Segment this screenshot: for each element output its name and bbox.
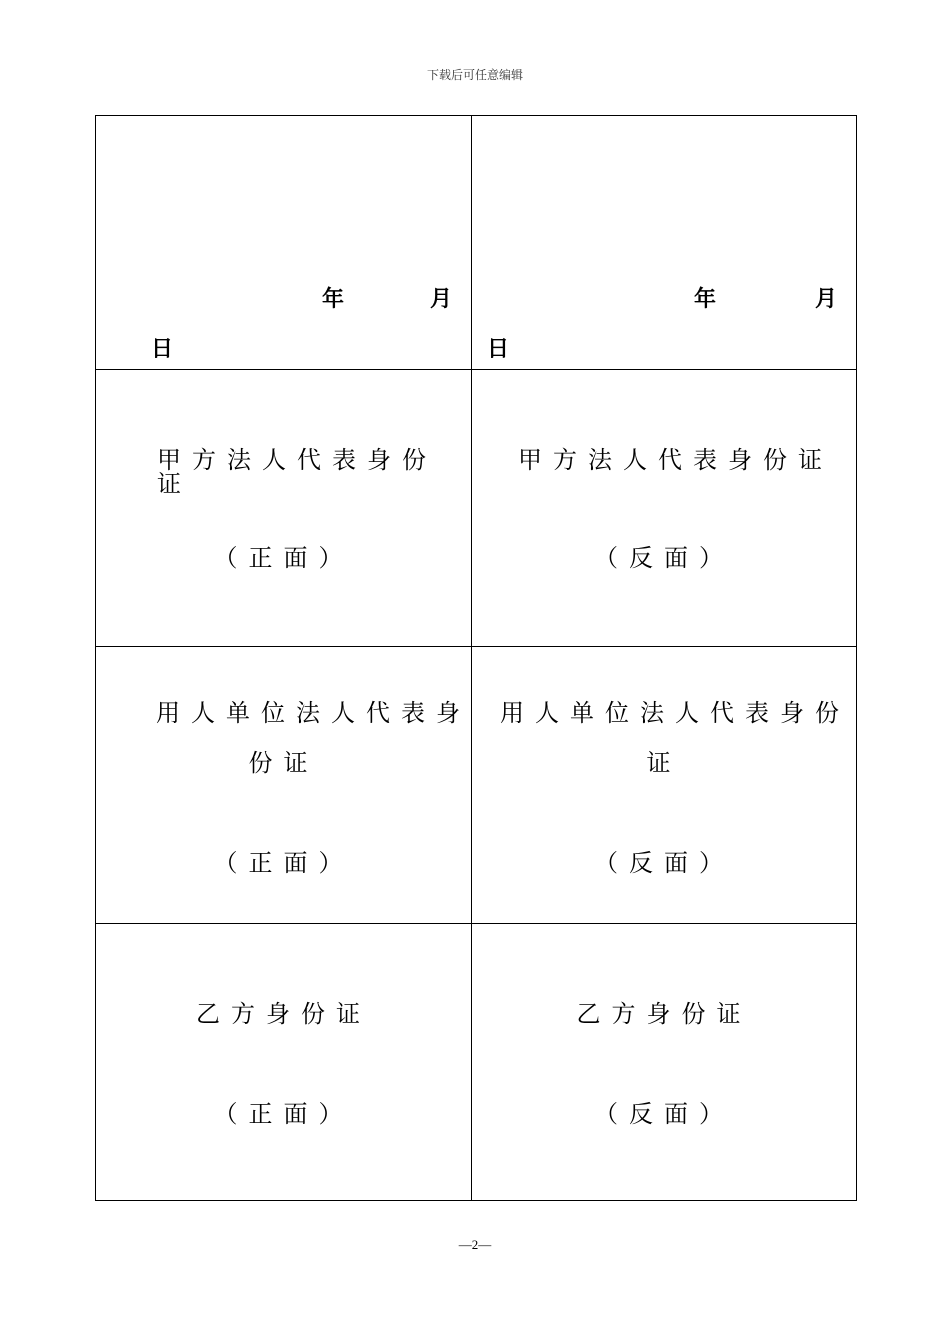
month-label: 月 [430, 287, 453, 312]
id-front-cell [96, 647, 472, 924]
employer-rep-id-row [96, 647, 857, 924]
id-back-cell [472, 924, 857, 1201]
id-back-cell [472, 647, 857, 924]
party-b-id-row [96, 924, 857, 1201]
side-label: （反面） [594, 1100, 734, 1128]
year-label: 年 [322, 287, 345, 312]
cell-title: 甲方法人代表身份证 [157, 446, 437, 498]
page-header: 下载后可任意编辑 [426, 68, 523, 82]
party-a-id-row [96, 370, 857, 647]
cell-title-line1: 用人单位法人代表身份 [500, 699, 850, 727]
day-label: 日 [487, 337, 510, 362]
signature-date-cell-left [96, 116, 472, 370]
id-card-table [95, 115, 857, 1201]
cell-title: 乙方身份证 [196, 1000, 371, 1028]
year-label: 年 [694, 287, 717, 312]
page-number: —2— [458, 1237, 492, 1252]
id-front-cell [96, 370, 472, 647]
side-label: （正面） [213, 544, 354, 572]
side-label: （反面） [594, 849, 734, 877]
cell-title: 乙方身份证 [576, 1000, 752, 1028]
signature-date-row [96, 116, 857, 370]
side-label: （正面） [213, 1100, 354, 1128]
day-label: 日 [151, 337, 174, 362]
cell-title: 甲方法人代表身份证 [518, 446, 833, 474]
side-label: （反面） [594, 544, 734, 572]
signature-date-cell-right [472, 116, 857, 370]
cell-title-line1: 用人单位法人代表身 [156, 699, 471, 727]
cell-title-line2: 份证 [248, 749, 319, 777]
month-label: 月 [815, 287, 838, 312]
cell-title-line2: 证 [646, 749, 682, 777]
id-back-cell [472, 370, 857, 647]
side-label: （正面） [213, 849, 354, 877]
id-front-cell [96, 924, 472, 1201]
